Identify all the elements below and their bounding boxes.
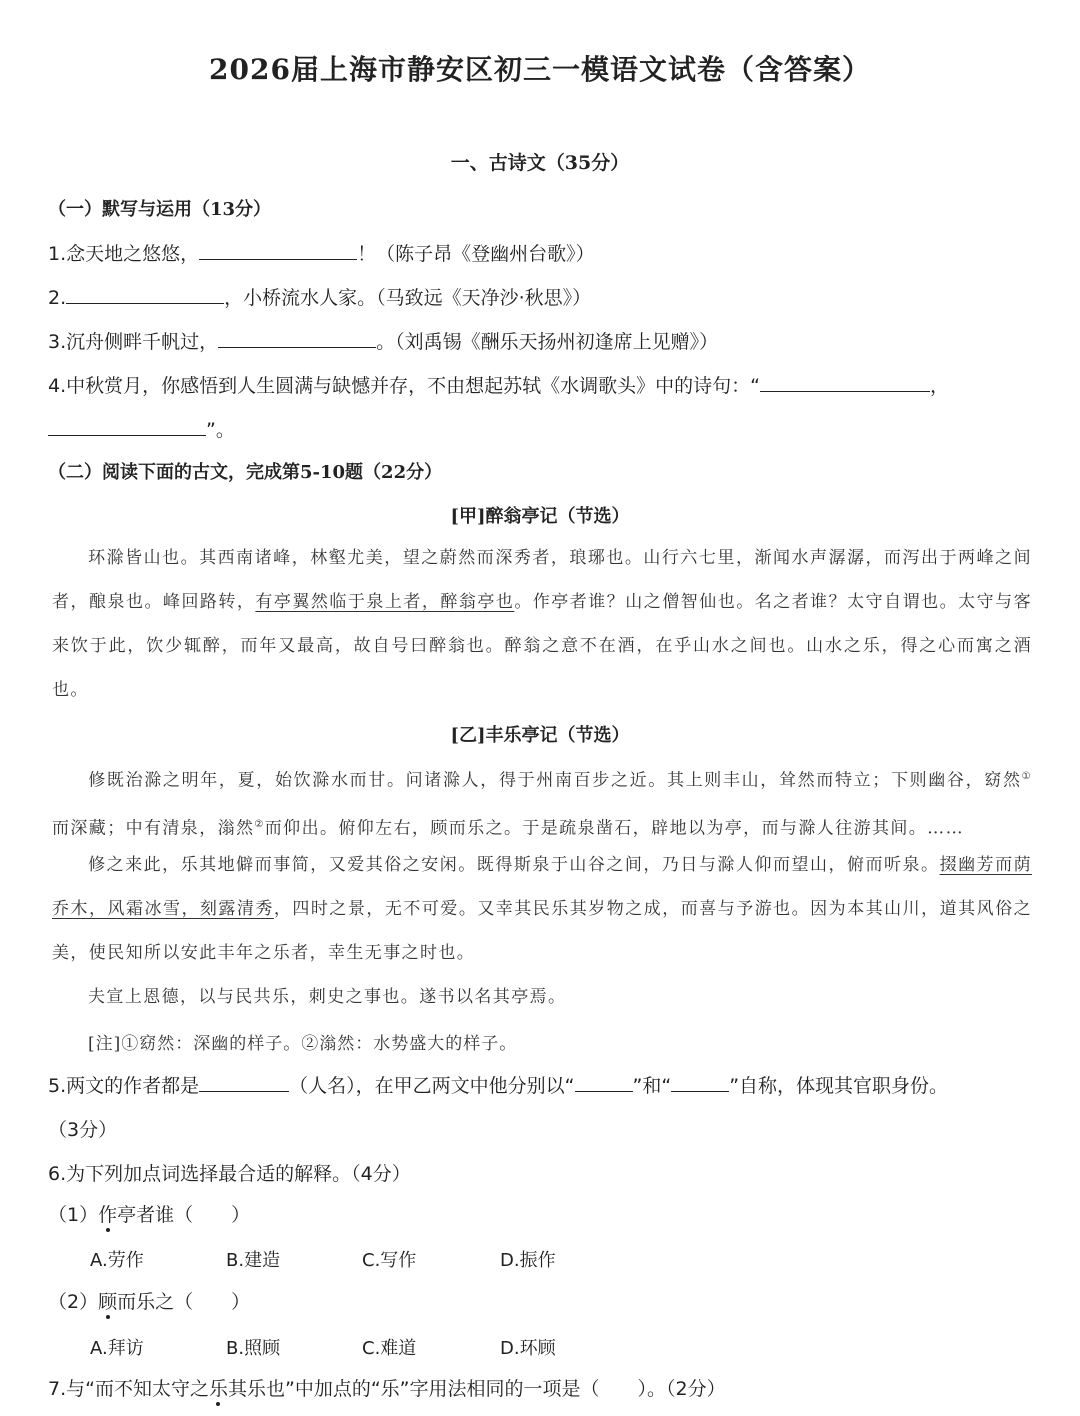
question-4: 4.中秋赏月，你感悟到人生圆满与缺憾并存，不由想起苏轼《水调歌头》中的诗句：“ ，	[48, 375, 949, 397]
dotted-char: 作	[98, 1204, 118, 1226]
part2-heading: （二）阅读下面的古文，完成第5-10题（22分）	[48, 462, 443, 483]
passage-yi-p1: 修既治滁之明年，夏，始饮滁水而甘。问诸滁人，得于州南百步之近。其上则丰山，耸然而特立；下则幽谷，窈然①而深藏；中有清泉，滃然②而仰出。俯仰左右，顾而乐之。于是疏泉凿石，辟地以为亭，而与滁人往游其间。……	[52, 770, 1032, 839]
underlined-sentence: 有亭翼然临于泉上者，醉翁亭也	[255, 592, 515, 612]
answer-blank[interactable]	[760, 373, 930, 392]
answer-blank[interactable]	[48, 417, 206, 436]
question-5-score: （3分）	[48, 1119, 118, 1141]
question-5: 5.两文的作者都是 （人名），在甲乙两文中他分别以“ ”和“ ”自称，体现其官职身份。	[48, 1075, 949, 1097]
question-4-cont: ”。	[48, 415, 235, 442]
question-6: 6.为下列加点词选择最合适的解释。（4分）	[48, 1163, 411, 1185]
passage-yi-p3: 夫宣上恩德，以与民共乐，刺史之事也。遂书以名其亭焉。	[88, 987, 567, 1007]
question-6-1: （1）作亭者谁（ ）	[48, 1204, 251, 1226]
dotted-char: 乐	[208, 1378, 228, 1400]
answer-blank[interactable]	[199, 1073, 289, 1092]
passage-jia-title: [甲]醉翁亭记（节选）	[450, 506, 630, 527]
option-a[interactable]: A.拜访	[90, 1338, 144, 1359]
passage-yi-title: [乙]丰乐亭记（节选）	[450, 725, 630, 746]
passage-jia: 环滁皆山也。其西南诸峰，林壑尤美，望之蔚然而深秀者，琅琊也。山行六七里，渐闻水声潺潺，而泻出于两峰之间者，酿泉也。峰回路转，有亭翼然临于泉上者，醉翁亭也。作亭者谁？山之僧智仙也。名之者谁？太守自谓也。太守与客来饮于此，饮少辄醉，而年又最高，故自号曰醉翁也。醉翁之意不在酒，在乎山水之间也。山水之乐，得之心而寓之酒也。	[52, 548, 1032, 700]
option-a[interactable]: A.劳作	[90, 1250, 144, 1271]
option-d[interactable]: D.振作	[500, 1250, 556, 1271]
answer-blank[interactable]	[671, 1073, 729, 1092]
option-b[interactable]: B.照顾	[226, 1338, 281, 1359]
answer-blank[interactable]	[575, 1073, 633, 1092]
option-d[interactable]: D.环顾	[500, 1338, 556, 1359]
option-b[interactable]: B.建造	[226, 1250, 281, 1271]
answer-blank[interactable]	[218, 329, 376, 348]
question-2: 2. ，小桥流水人家。（马致远《天净沙·秋思》）	[48, 287, 592, 309]
doc-title: 2026届上海市静安区初三一模语文试卷（含答案）	[209, 53, 871, 86]
dotted-char: 顾	[98, 1291, 118, 1313]
question-6-2: （2）顾而乐之（ ）	[48, 1291, 251, 1313]
passage-yi-p2: 修之来此，乐其地僻而事简，又爱其俗之安闲。既得斯泉于山谷之间，乃日与滁人仰而望山，俯而听泉。掇幽芳而荫乔木，风霜冰雪，刻露清秀，四时之景，无不可爱。又幸其民乐其岁物之成，而喜与予游也。因为本其山川，道其风俗之美，使民知所以安此丰年之乐者，幸生无事之时也。	[52, 855, 1033, 963]
annotation-note: [注]①窈然：深幽的样子。②滃然：水势盛大的样子。	[88, 1034, 518, 1054]
option-c[interactable]: C.写作	[362, 1250, 417, 1271]
section-title: 一、古诗文（35分）	[450, 152, 630, 174]
answer-blank[interactable]	[66, 285, 224, 304]
part1-heading: （一）默写与运用（13分）	[48, 199, 272, 220]
answer-blank[interactable]	[199, 241, 357, 260]
option-c[interactable]: C.难道	[362, 1338, 417, 1359]
question-3: 3.沉舟侧畔千帆过， 。（刘禹锡《酬乐天扬州初逢席上见赠》）	[48, 331, 719, 353]
question-1: 1.念天地之悠悠， ！（陈子昂《登幽州台歌》）	[48, 243, 595, 265]
question-7: 7.与“而不知太守之乐其乐也”中加点的“乐”字用法相同的一项是（ ）。（2分）	[48, 1378, 726, 1400]
underlined-sentence: 掇幽芳而荫乔木，风霜冰雪，刻露清秀	[52, 855, 1033, 919]
